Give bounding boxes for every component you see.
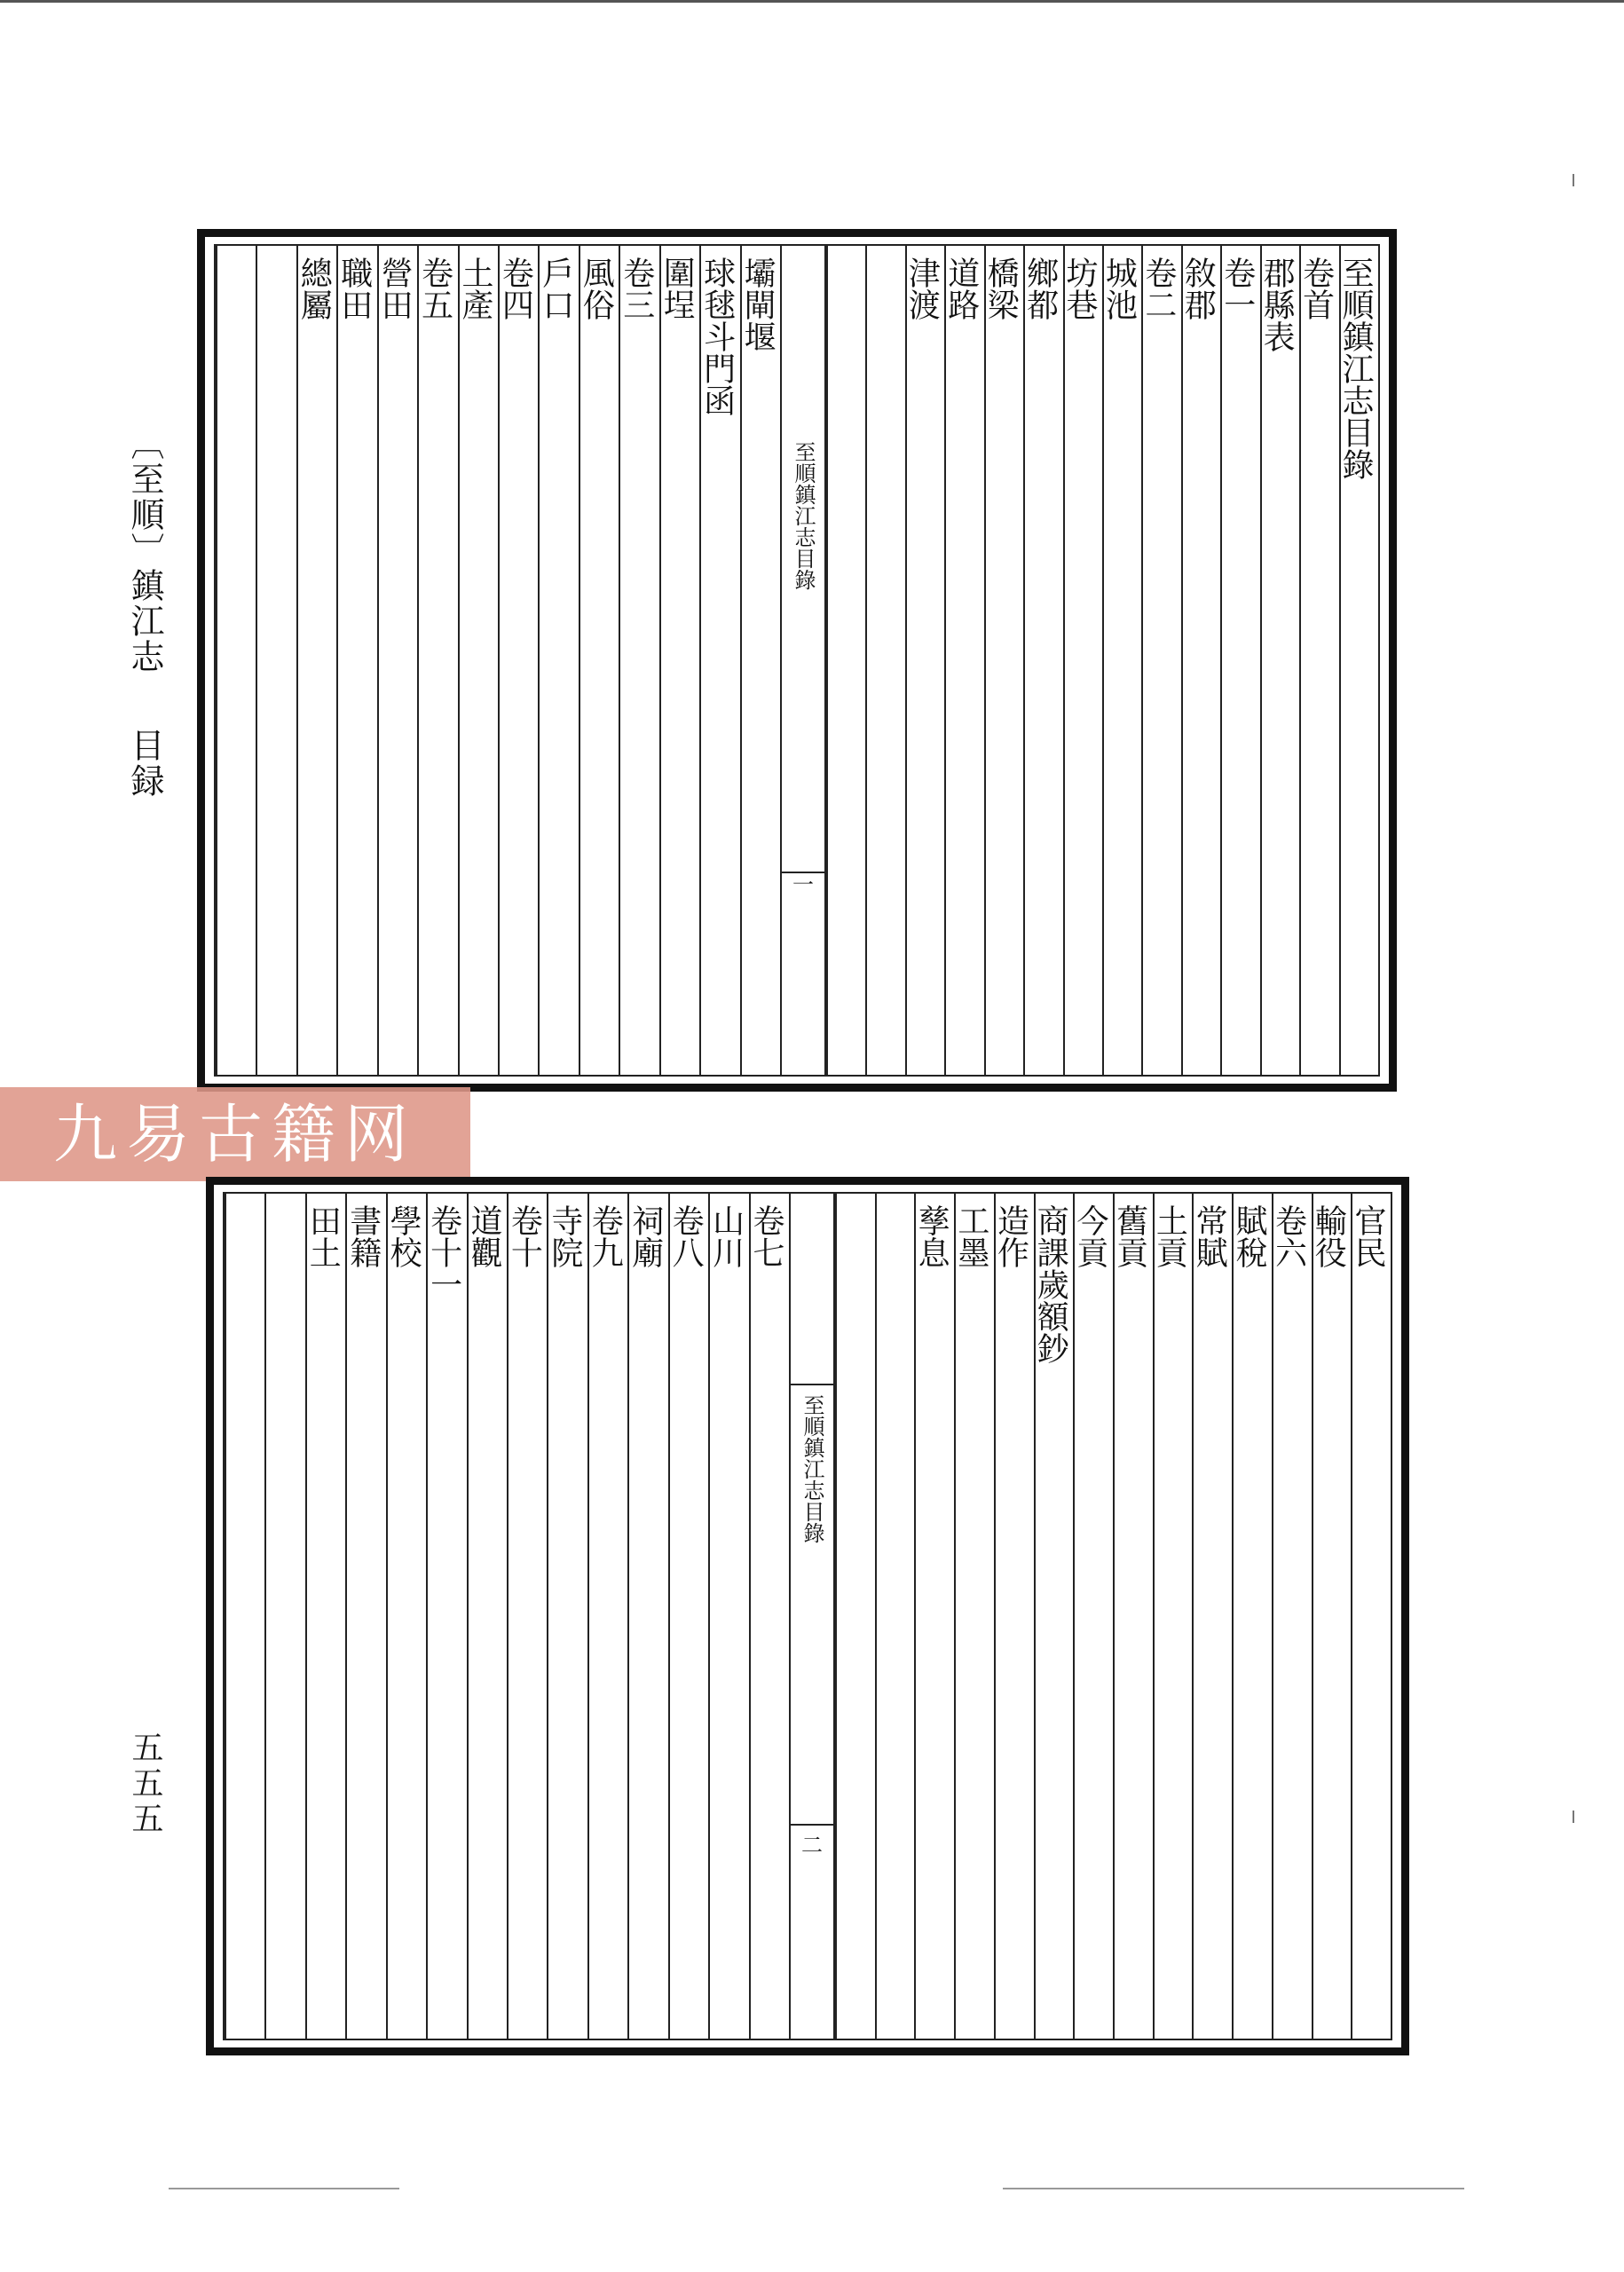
- upper-page-inner: [214, 244, 1380, 1077]
- column-text: 寺院: [546, 1204, 583, 1268]
- column-text: 職田: [335, 256, 373, 320]
- text-column: [336, 246, 376, 1075]
- column-text: 祠廟: [627, 1204, 664, 1268]
- column-text: 道觀: [465, 1204, 502, 1268]
- column-text: 城池: [1100, 256, 1138, 320]
- column-text: 球毬斗門函: [698, 256, 736, 416]
- column-text: 輸役: [1310, 1204, 1347, 1268]
- column-text: 卷六: [1270, 1204, 1307, 1268]
- scan-edge-line: [169, 2188, 399, 2189]
- column-text: 山川: [707, 1204, 745, 1268]
- text-column: [1336, 246, 1378, 1075]
- page-number: 五五五: [127, 1731, 163, 1837]
- column-text: 卷五: [416, 256, 453, 320]
- lower-fold-page: 二: [801, 1833, 823, 1858]
- column-text: 土貢: [1151, 1204, 1188, 1268]
- upper-page-frame: [197, 229, 1397, 1092]
- text-column: [984, 246, 1023, 1075]
- blank-column: [865, 246, 904, 1075]
- text-column: [305, 1194, 345, 2039]
- blank-column: [256, 246, 296, 1075]
- upper-fold-margin: [780, 246, 826, 1075]
- scan-mark: [1573, 174, 1574, 186]
- text-column: [386, 1194, 426, 2039]
- blank-column: [835, 1194, 875, 2039]
- text-column: [1034, 1194, 1074, 2039]
- column-text: 津渡: [903, 256, 941, 320]
- column-text: 常賦: [1191, 1204, 1228, 1268]
- lower-fold-margin: [789, 1194, 835, 2039]
- text-column: [944, 246, 983, 1075]
- column-text: 孳息: [913, 1204, 950, 1268]
- column-text: 卷十一: [425, 1204, 462, 1300]
- upper-fold-page: 一: [792, 872, 814, 897]
- blank-column: [264, 1194, 304, 2039]
- column-text: 敘郡: [1179, 256, 1217, 320]
- upper-left-half: [216, 246, 780, 1075]
- column-text: 圍埕: [658, 256, 696, 320]
- scan-edge-line: [1003, 2188, 1464, 2189]
- column-text: 田土: [304, 1204, 342, 1268]
- text-column: [1260, 246, 1299, 1075]
- text-column: [458, 246, 498, 1075]
- column-text: 卷一: [1218, 256, 1256, 320]
- blank-column: [875, 1194, 915, 2039]
- upper-fold-title: 至順鎮江志目錄: [791, 441, 816, 590]
- column-text: 工墨: [952, 1204, 989, 1268]
- text-column: [1113, 1194, 1153, 2039]
- text-column: [668, 1194, 708, 2039]
- book-title-text: 〔至順〕鎮江志: [125, 426, 164, 674]
- lower-page-inner: [223, 1192, 1392, 2040]
- column-text: 卷九: [587, 1204, 624, 1268]
- column-text: 卷二: [1139, 256, 1177, 320]
- text-column: [708, 1194, 748, 2039]
- column-text: 卷十: [506, 1204, 543, 1268]
- column-text: 舊貢: [1111, 1204, 1148, 1268]
- column-text: 鄉都: [1021, 256, 1059, 320]
- text-column: [1060, 246, 1102, 1075]
- text-column: [619, 246, 658, 1075]
- text-column: [507, 1194, 547, 2039]
- lower-left-half: [225, 1194, 789, 2039]
- top-border-line: [0, 0, 1624, 3]
- lower-right-half: [835, 1194, 1391, 2039]
- text-column: [699, 246, 739, 1075]
- column-text: 風俗: [578, 256, 615, 320]
- column-text: 卷八: [667, 1204, 705, 1268]
- text-column: [587, 1194, 627, 2039]
- upper-right-half: [826, 246, 1378, 1075]
- text-column: [377, 246, 417, 1075]
- column-text: 造作: [992, 1204, 1029, 1268]
- text-column: [749, 1194, 789, 2039]
- text-column: [345, 1194, 385, 2039]
- text-column: [1181, 246, 1220, 1075]
- column-text: 道路: [942, 256, 980, 320]
- lower-fold-rule-bottom: [791, 1824, 833, 1826]
- lower-fold-title: 至順鎮江志目錄: [800, 1394, 824, 1543]
- column-text: 學校: [385, 1204, 422, 1268]
- blank-column: [826, 246, 865, 1075]
- text-column: [1232, 1194, 1272, 2039]
- column-text: 至順鎮江志目錄: [1336, 256, 1374, 480]
- column-text: 卷三: [618, 256, 655, 320]
- text-column: [1153, 1194, 1193, 2039]
- column-text: 橋梁: [982, 256, 1020, 320]
- column-text: 壩閘堰: [738, 256, 776, 352]
- column-text: 商課歲額鈔: [1032, 1204, 1069, 1364]
- blank-column: [216, 246, 256, 1075]
- text-column: [1272, 1194, 1312, 2039]
- text-column: [1023, 246, 1062, 1075]
- column-text: 土產: [456, 256, 493, 320]
- text-column: [659, 246, 699, 1075]
- blank-column: [225, 1194, 264, 2039]
- column-text: 營田: [376, 256, 414, 320]
- text-column: [994, 1194, 1034, 2039]
- column-text: 卷首: [1297, 256, 1335, 320]
- text-column: [954, 1194, 994, 2039]
- text-column: [296, 246, 336, 1075]
- text-column: [1299, 246, 1338, 1075]
- text-column: [1351, 1194, 1391, 2039]
- text-column: [547, 1194, 587, 2039]
- text-column: [914, 1194, 954, 2039]
- text-column: [740, 246, 780, 1075]
- text-column: [498, 246, 538, 1075]
- column-text: 卷四: [497, 256, 534, 320]
- lower-page-frame: [206, 1177, 1409, 2055]
- column-text: 坊巷: [1060, 256, 1098, 320]
- column-text: 官民: [1349, 1204, 1386, 1268]
- text-column: [1073, 1194, 1113, 2039]
- column-text: 今貢: [1071, 1204, 1108, 1268]
- text-column: [1312, 1194, 1352, 2039]
- column-text: 郡縣表: [1258, 256, 1296, 352]
- book-title: [122, 426, 167, 799]
- text-column: [538, 246, 578, 1075]
- scan-mark: [1573, 1810, 1574, 1823]
- text-column: [417, 246, 457, 1075]
- text-column: [1220, 246, 1259, 1075]
- lower-fold-rule-top: [791, 1384, 833, 1385]
- watermark: 九易古籍网: [0, 1087, 470, 1181]
- text-column: [905, 246, 944, 1075]
- text-column: [627, 1194, 667, 2039]
- text-column: [1102, 246, 1141, 1075]
- text-column: [426, 1194, 466, 2039]
- text-column: [579, 246, 619, 1075]
- text-column: [467, 1194, 507, 2039]
- column-text: 書籍: [344, 1204, 382, 1268]
- column-text: 戶口: [537, 256, 574, 320]
- section-label: 目録: [125, 728, 164, 799]
- column-text: 卷七: [747, 1204, 784, 1268]
- text-column: [1192, 1194, 1232, 2039]
- column-text: 賦稅: [1230, 1204, 1267, 1268]
- column-text: 總屬: [296, 256, 333, 320]
- text-column: [1141, 246, 1180, 1075]
